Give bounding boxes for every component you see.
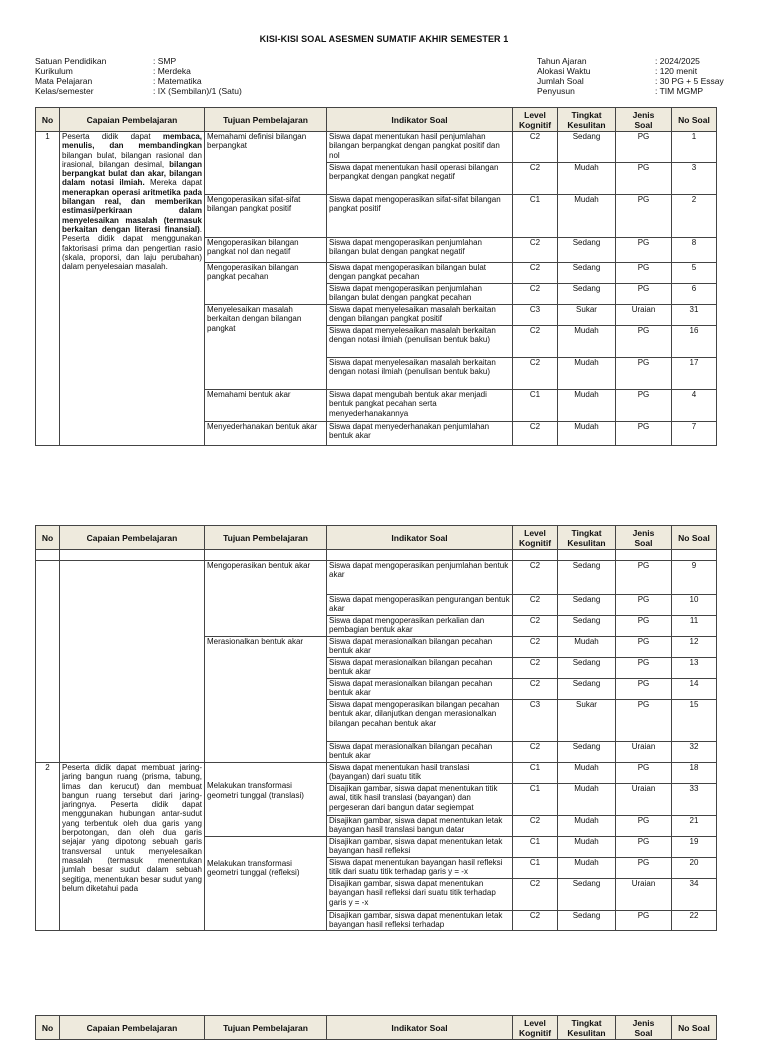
capaian-text: bilangan bulat, bilangan rasional dan irasional, bilangan desimal,: [62, 150, 202, 169]
jenis-cell: PG: [616, 679, 672, 700]
level-cell: C2: [513, 284, 558, 305]
col-header-level: Level Kognitif: [513, 1016, 558, 1040]
level-cell: C3: [513, 305, 558, 326]
jenis-cell: PG: [616, 816, 672, 837]
level-cell: C2: [513, 358, 558, 390]
tingkat-cell: Mudah: [558, 326, 616, 358]
meta-right: [537, 56, 724, 96]
tingkat-cell: Mudah: [558, 195, 616, 238]
indikator-cell: Siswa dapat merasionalkan bilangan pecahan bentuk akar: [327, 742, 513, 763]
nosoal-cell: 32: [672, 742, 717, 763]
nosoal-cell: 4: [672, 390, 717, 422]
level-cell: C2: [513, 637, 558, 658]
jenis-cell: PG: [616, 837, 672, 858]
meta-label: Satuan Pendidikan: [35, 56, 107, 66]
tujuan-cell: Mengoperasikan bilangan pangkat nol dan negatif: [205, 238, 327, 263]
tingkat-cell: Mudah: [558, 837, 616, 858]
indikator-cell: Siswa dapat menyelesaikan masalah berkaitan dengan notasi ilmiah (penulisan bentuk baku): [327, 326, 513, 358]
capaian-text: . Peserta didik dapat menggunakan faktorisasi prima dan pengertian rasio (skala, proporsi, dan laju perubahan) dalam penyelesaian masalah.: [62, 224, 202, 272]
level-cell: C2: [513, 742, 558, 763]
tujuan-cell: Merasionalkan bentuk akar: [205, 637, 327, 763]
level-cell: C2: [513, 326, 558, 358]
empty-cell: [327, 550, 513, 561]
jenis-cell: PG: [616, 561, 672, 595]
level-cell: C3: [513, 700, 558, 742]
jenis-cell: PG: [616, 358, 672, 390]
capaian-bold-text: membaca, menulis, dan membandingkan: [62, 132, 202, 151]
jenis-cell: PG: [616, 132, 672, 163]
col-header-indikator: Indikator Soal: [327, 526, 513, 550]
table-row-blank: [36, 550, 717, 561]
indikator-cell: Siswa dapat mengoperasikan sifat-sifat bilangan pangkat positif: [327, 195, 513, 238]
capaian-text: Mereka dapat: [144, 178, 203, 188]
col-header-jenis: Jenis Soal: [616, 108, 672, 132]
nosoal-cell: 33: [672, 784, 717, 816]
meta-value: : 2024/2025: [655, 56, 700, 66]
tujuan-cell: Melakukan transformasi geometri tunggal (refleksi): [205, 837, 327, 931]
meta-label: Penyusun: [537, 86, 575, 96]
level-cell: C2: [513, 263, 558, 284]
nosoal-cell: 19: [672, 837, 717, 858]
col-header-tujuan: Tujuan Pembelajaran: [205, 526, 327, 550]
document-title: KISI-KISI SOAL ASESMEN SUMATIF AKHIR SEMESTER 1: [259, 34, 509, 44]
level-cell: C2: [513, 816, 558, 837]
level-cell: C1: [513, 763, 558, 784]
nosoal-cell: 1: [672, 132, 717, 163]
level-cell: C1: [513, 390, 558, 422]
col-header-nosoal: No Soal: [672, 1016, 717, 1040]
tingkat-cell: Sedang: [558, 595, 616, 616]
col-header-nosoal: No Soal: [672, 526, 717, 550]
tingkat-cell: Mudah: [558, 637, 616, 658]
nosoal-cell: 18: [672, 763, 717, 784]
tingkat-cell: Mudah: [558, 422, 616, 446]
nosoal-cell: 16: [672, 326, 717, 358]
tingkat-cell: Sedang: [558, 284, 616, 305]
col-header-capaian: Capaian Pembelajaran: [60, 108, 205, 132]
level-cell: C2: [513, 879, 558, 911]
tujuan-cell: Mengoperasikan bentuk akar: [205, 561, 327, 637]
level-cell: C2: [513, 595, 558, 616]
meta-label: Tahun Ajaran: [537, 56, 587, 66]
jenis-cell: PG: [616, 763, 672, 784]
indikator-cell: Siswa dapat mengoperasikan penjumlahan bilangan bulat dengan pangkat negatif: [327, 238, 513, 263]
tingkat-cell: Sedang: [558, 561, 616, 595]
indikator-cell: Siswa dapat menyelesaikan masalah berkaitan dengan bilangan pangkat positif: [327, 305, 513, 326]
jenis-cell: PG: [616, 238, 672, 263]
indikator-cell: Disajikan gambar, siswa dapat menentukan bayangan hasil refleksi dari suatu titik terhadap garis y = -x: [327, 879, 513, 911]
jenis-cell: PG: [616, 911, 672, 931]
jenis-cell: PG: [616, 595, 672, 616]
tujuan-cell: Menyederhanakan bentuk akar: [205, 422, 327, 446]
tingkat-cell: Mudah: [558, 784, 616, 816]
nosoal-cell: 22: [672, 911, 717, 931]
nosoal-cell: 12: [672, 637, 717, 658]
nosoal-cell: 9: [672, 561, 717, 595]
col-header-tingkat: Tingkat Kesulitan: [558, 1016, 616, 1040]
level-cell: C2: [513, 422, 558, 446]
indikator-cell: Disajikan gambar, siswa dapat menentukan letak bayangan hasil translasi bangun datar: [327, 816, 513, 837]
jenis-cell: PG: [616, 163, 672, 195]
nosoal-cell: 14: [672, 679, 717, 700]
indikator-cell: Siswa dapat mengoperasikan bilangan pecahan bentuk akar, dilanjutkan dengan merasionalkan bilangan pecahan bentuk akar: [327, 700, 513, 742]
col-header-capaian: Capaian Pembelajaran: [60, 526, 205, 550]
jenis-cell: PG: [616, 284, 672, 305]
level-cell: C2: [513, 658, 558, 679]
jenis-cell: PG: [616, 422, 672, 446]
meta-value: : Merdeka: [153, 66, 191, 76]
indikator-cell: Siswa dapat menentukan hasil operasi bilangan berpangkat dengan pangkat negatif: [327, 163, 513, 195]
meta-value: : Matematika: [153, 76, 202, 86]
level-cell: C2: [513, 561, 558, 595]
table-row: [36, 763, 717, 784]
empty-cell: [513, 550, 558, 561]
jenis-cell: Uraian: [616, 742, 672, 763]
indikator-cell: Siswa dapat mengubah bentuk akar menjadi bentuk pangkat pecahan serta menyederhanakannya: [327, 390, 513, 422]
col-header-jenis: Jenis Soal: [616, 1016, 672, 1040]
tingkat-cell: Sedang: [558, 616, 616, 637]
tingkat-cell: Sedang: [558, 879, 616, 911]
level-cell: C2: [513, 238, 558, 263]
meta-value: : 30 PG + 5 Essay: [655, 76, 724, 86]
indikator-cell: Siswa dapat menyelesaikan masalah berkaitan dengan notasi ilmiah (penulisan bentuk baku): [327, 358, 513, 390]
tingkat-cell: Sedang: [558, 238, 616, 263]
col-header-jenis: Jenis Soal: [616, 526, 672, 550]
tingkat-cell: Mudah: [558, 858, 616, 879]
jenis-cell: PG: [616, 858, 672, 879]
meta-label: Jumlah Soal: [537, 76, 584, 86]
tingkat-cell: Sedang: [558, 658, 616, 679]
level-cell: C2: [513, 616, 558, 637]
col-header-no: No: [36, 526, 60, 550]
indikator-cell: Disajikan gambar, siswa dapat menentukan titik awal, titik hasil translasi (bayangan) dan pergeseran dari bangun datar segiempat: [327, 784, 513, 816]
nosoal-cell: 2: [672, 195, 717, 238]
tingkat-cell: Sukar: [558, 305, 616, 326]
col-header-tujuan: Tujuan Pembelajaran: [205, 1016, 327, 1040]
indikator-cell: Siswa dapat mengoperasikan perkalian dan pembagian bentuk akar: [327, 616, 513, 637]
meta-label: Alokasi Waktu: [537, 66, 591, 76]
meta-value: : 120 menit: [655, 66, 698, 76]
nosoal-cell: 31: [672, 305, 717, 326]
nosoal-cell: 10: [672, 595, 717, 616]
capaian-bold-text: menerapkan operasi aritmetika pada bilangan real, dan memberikan estimasi/perkiraan dalam menyelesaikan masalah (termasuk berkaitan dengan literasi finansial): [62, 187, 202, 234]
nosoal-cell: 5: [672, 263, 717, 284]
tingkat-cell: Sedang: [558, 263, 616, 284]
capaian-text: Peserta didik dapat: [62, 132, 163, 141]
tujuan-cell: Mengoperasikan bilangan pangkat pecahan: [205, 263, 327, 305]
tingkat-cell: Sedang: [558, 132, 616, 163]
table-row: [36, 561, 717, 595]
indikator-cell: Siswa dapat mengoperasikan pengurangan bentuk akar: [327, 595, 513, 616]
tingkat-cell: Sukar: [558, 700, 616, 742]
indikator-cell: Siswa dapat merasionalkan bilangan pecahan bentuk akar: [327, 658, 513, 679]
nosoal-cell: 15: [672, 700, 717, 742]
meta-label: Kurikulum: [35, 66, 73, 76]
kisi-table-3: [35, 1015, 717, 1040]
empty-cell: [558, 550, 616, 561]
tujuan-cell: Mengoperasikan sifat-sifat bilangan pangkat positif: [205, 195, 327, 238]
indikator-cell: Disajikan gambar, siswa dapat menentukan letak bayangan hasil refleksi: [327, 837, 513, 858]
nosoal-cell: 3: [672, 163, 717, 195]
meta-left: [35, 56, 242, 96]
jenis-cell: PG: [616, 658, 672, 679]
col-header-nosoal: No Soal: [672, 108, 717, 132]
tujuan-cell: Memahami definisi bilangan berpangkat: [205, 132, 327, 195]
capaian-bold-text: bilangan berpangkat bulat dan akar, bilangan dalam notasi ilmiah.: [62, 159, 202, 188]
tingkat-cell: Sedang: [558, 679, 616, 700]
level-cell: C1: [513, 858, 558, 879]
level-cell: C2: [513, 679, 558, 700]
indikator-cell: Siswa dapat mengoperasikan bilangan bulat dengan pangkat pecahan: [327, 263, 513, 284]
table-header-row: [36, 526, 717, 550]
jenis-cell: Uraian: [616, 784, 672, 816]
table-header-row: [36, 1016, 717, 1040]
level-cell: C2: [513, 132, 558, 163]
tingkat-cell: Mudah: [558, 816, 616, 837]
jenis-cell: PG: [616, 195, 672, 238]
jenis-cell: PG: [616, 616, 672, 637]
kisi-table-2: [35, 525, 717, 931]
capaian-cell: [60, 561, 205, 763]
jenis-cell: Uraian: [616, 305, 672, 326]
row-number-cell: [36, 561, 60, 763]
jenis-cell: PG: [616, 637, 672, 658]
table-header-row: [36, 108, 717, 132]
row-number-cell: 1: [36, 132, 60, 446]
indikator-cell: Siswa dapat merasionalkan bilangan pecahan bentuk akar: [327, 637, 513, 658]
nosoal-cell: 7: [672, 422, 717, 446]
nosoal-cell: 8: [672, 238, 717, 263]
table-row: [36, 132, 717, 163]
col-header-tingkat: Tingkat Kesulitan: [558, 526, 616, 550]
col-header-level: Level Kognitif: [513, 526, 558, 550]
level-cell: C1: [513, 784, 558, 816]
empty-cell: [36, 550, 60, 561]
meta-value: : SMP: [153, 56, 177, 66]
empty-cell: [205, 550, 327, 561]
indikator-cell: Disajikan gambar, siswa dapat menentukan letak bayangan hasil refleksi terhadap: [327, 911, 513, 931]
jenis-cell: PG: [616, 263, 672, 284]
meta-label: Mata Pelajaran: [35, 76, 93, 86]
nosoal-cell: 34: [672, 879, 717, 911]
col-header-level: Level Kognitif: [513, 108, 558, 132]
tingkat-cell: Mudah: [558, 358, 616, 390]
meta-value: : TIM MGMP: [655, 86, 704, 96]
nosoal-cell: 17: [672, 358, 717, 390]
tingkat-cell: Mudah: [558, 763, 616, 784]
level-cell: C1: [513, 195, 558, 238]
tingkat-cell: Mudah: [558, 163, 616, 195]
tingkat-cell: Mudah: [558, 390, 616, 422]
col-header-indikator: Indikator Soal: [327, 108, 513, 132]
col-header-no: No: [36, 1016, 60, 1040]
capaian-cell: [60, 132, 205, 446]
level-cell: C2: [513, 163, 558, 195]
level-cell: C2: [513, 911, 558, 931]
col-header-tingkat: Tingkat Kesulitan: [558, 108, 616, 132]
jenis-cell: PG: [616, 700, 672, 742]
nosoal-cell: 13: [672, 658, 717, 679]
indikator-cell: Siswa dapat menentukan bayangan hasil refleksi titik dari suatu titik terhadap garis y = -x: [327, 858, 513, 879]
tujuan-cell: Menyelesaikan masalah berkaitan dengan bilangan pangkat: [205, 305, 327, 390]
indikator-cell: Siswa dapat merasionalkan bilangan pecahan bentuk akar: [327, 679, 513, 700]
col-header-no: No: [36, 108, 60, 132]
nosoal-cell: 21: [672, 816, 717, 837]
tujuan-cell: Memahami bentuk akar: [205, 390, 327, 422]
row-number-cell: 2: [36, 763, 60, 931]
empty-cell: [616, 550, 672, 561]
col-header-indikator: Indikator Soal: [327, 1016, 513, 1040]
col-header-tujuan: Tujuan Pembelajaran: [205, 108, 327, 132]
jenis-cell: PG: [616, 390, 672, 422]
empty-cell: [672, 550, 717, 561]
jenis-cell: PG: [616, 326, 672, 358]
indikator-cell: Siswa dapat menentukan hasil translasi (bayangan) dari suatu titik: [327, 763, 513, 784]
kisi-table-1: [35, 107, 717, 446]
level-cell: C1: [513, 837, 558, 858]
meta-label: Kelas/semester: [35, 86, 94, 96]
indikator-cell: Siswa dapat menentukan hasil penjumlahan bilangan berpangkat dengan pangkat positif dan nol: [327, 132, 513, 163]
empty-cell: [60, 550, 205, 561]
indikator-cell: Siswa dapat mengoperasikan penjumlahan bilangan bulat dengan pangkat pecahan: [327, 284, 513, 305]
tingkat-cell: Sedang: [558, 742, 616, 763]
nosoal-cell: 6: [672, 284, 717, 305]
indikator-cell: Siswa dapat menyederhanakan penjumlahan bentuk akar: [327, 422, 513, 446]
capaian-cell: Peserta didik dapat membuat jaring-jaring bangun ruang (prisma, tabung, limas dan kerucut) dan membuat bangun ruang tersebut dari jaring-jaringnya. Peserta didik dapat menggunakan hubungan antar-sudut yang terbentuk oleh dua garis yang berpotongan, dan oleh dua garis sejajar yang dipotong sebuah garis transversal untuk menyelesaikan masalah (termasuk menentukan jumlah besar sudut dalam sebuah segitiga, menentukan besar sudut yang belum diketahui pada: [60, 763, 205, 931]
col-header-capaian: Capaian Pembelajaran: [60, 1016, 205, 1040]
nosoal-cell: 11: [672, 616, 717, 637]
tingkat-cell: Sedang: [558, 911, 616, 931]
jenis-cell: Uraian: [616, 879, 672, 911]
tujuan-cell: Melakukan transformasi geometri tunggal (translasi): [205, 763, 327, 837]
indikator-cell: Siswa dapat mengoperasikan penjumlahan bentuk akar: [327, 561, 513, 595]
meta-value: : IX (Sembilan)/1 (Satu): [153, 86, 242, 96]
nosoal-cell: 20: [672, 858, 717, 879]
